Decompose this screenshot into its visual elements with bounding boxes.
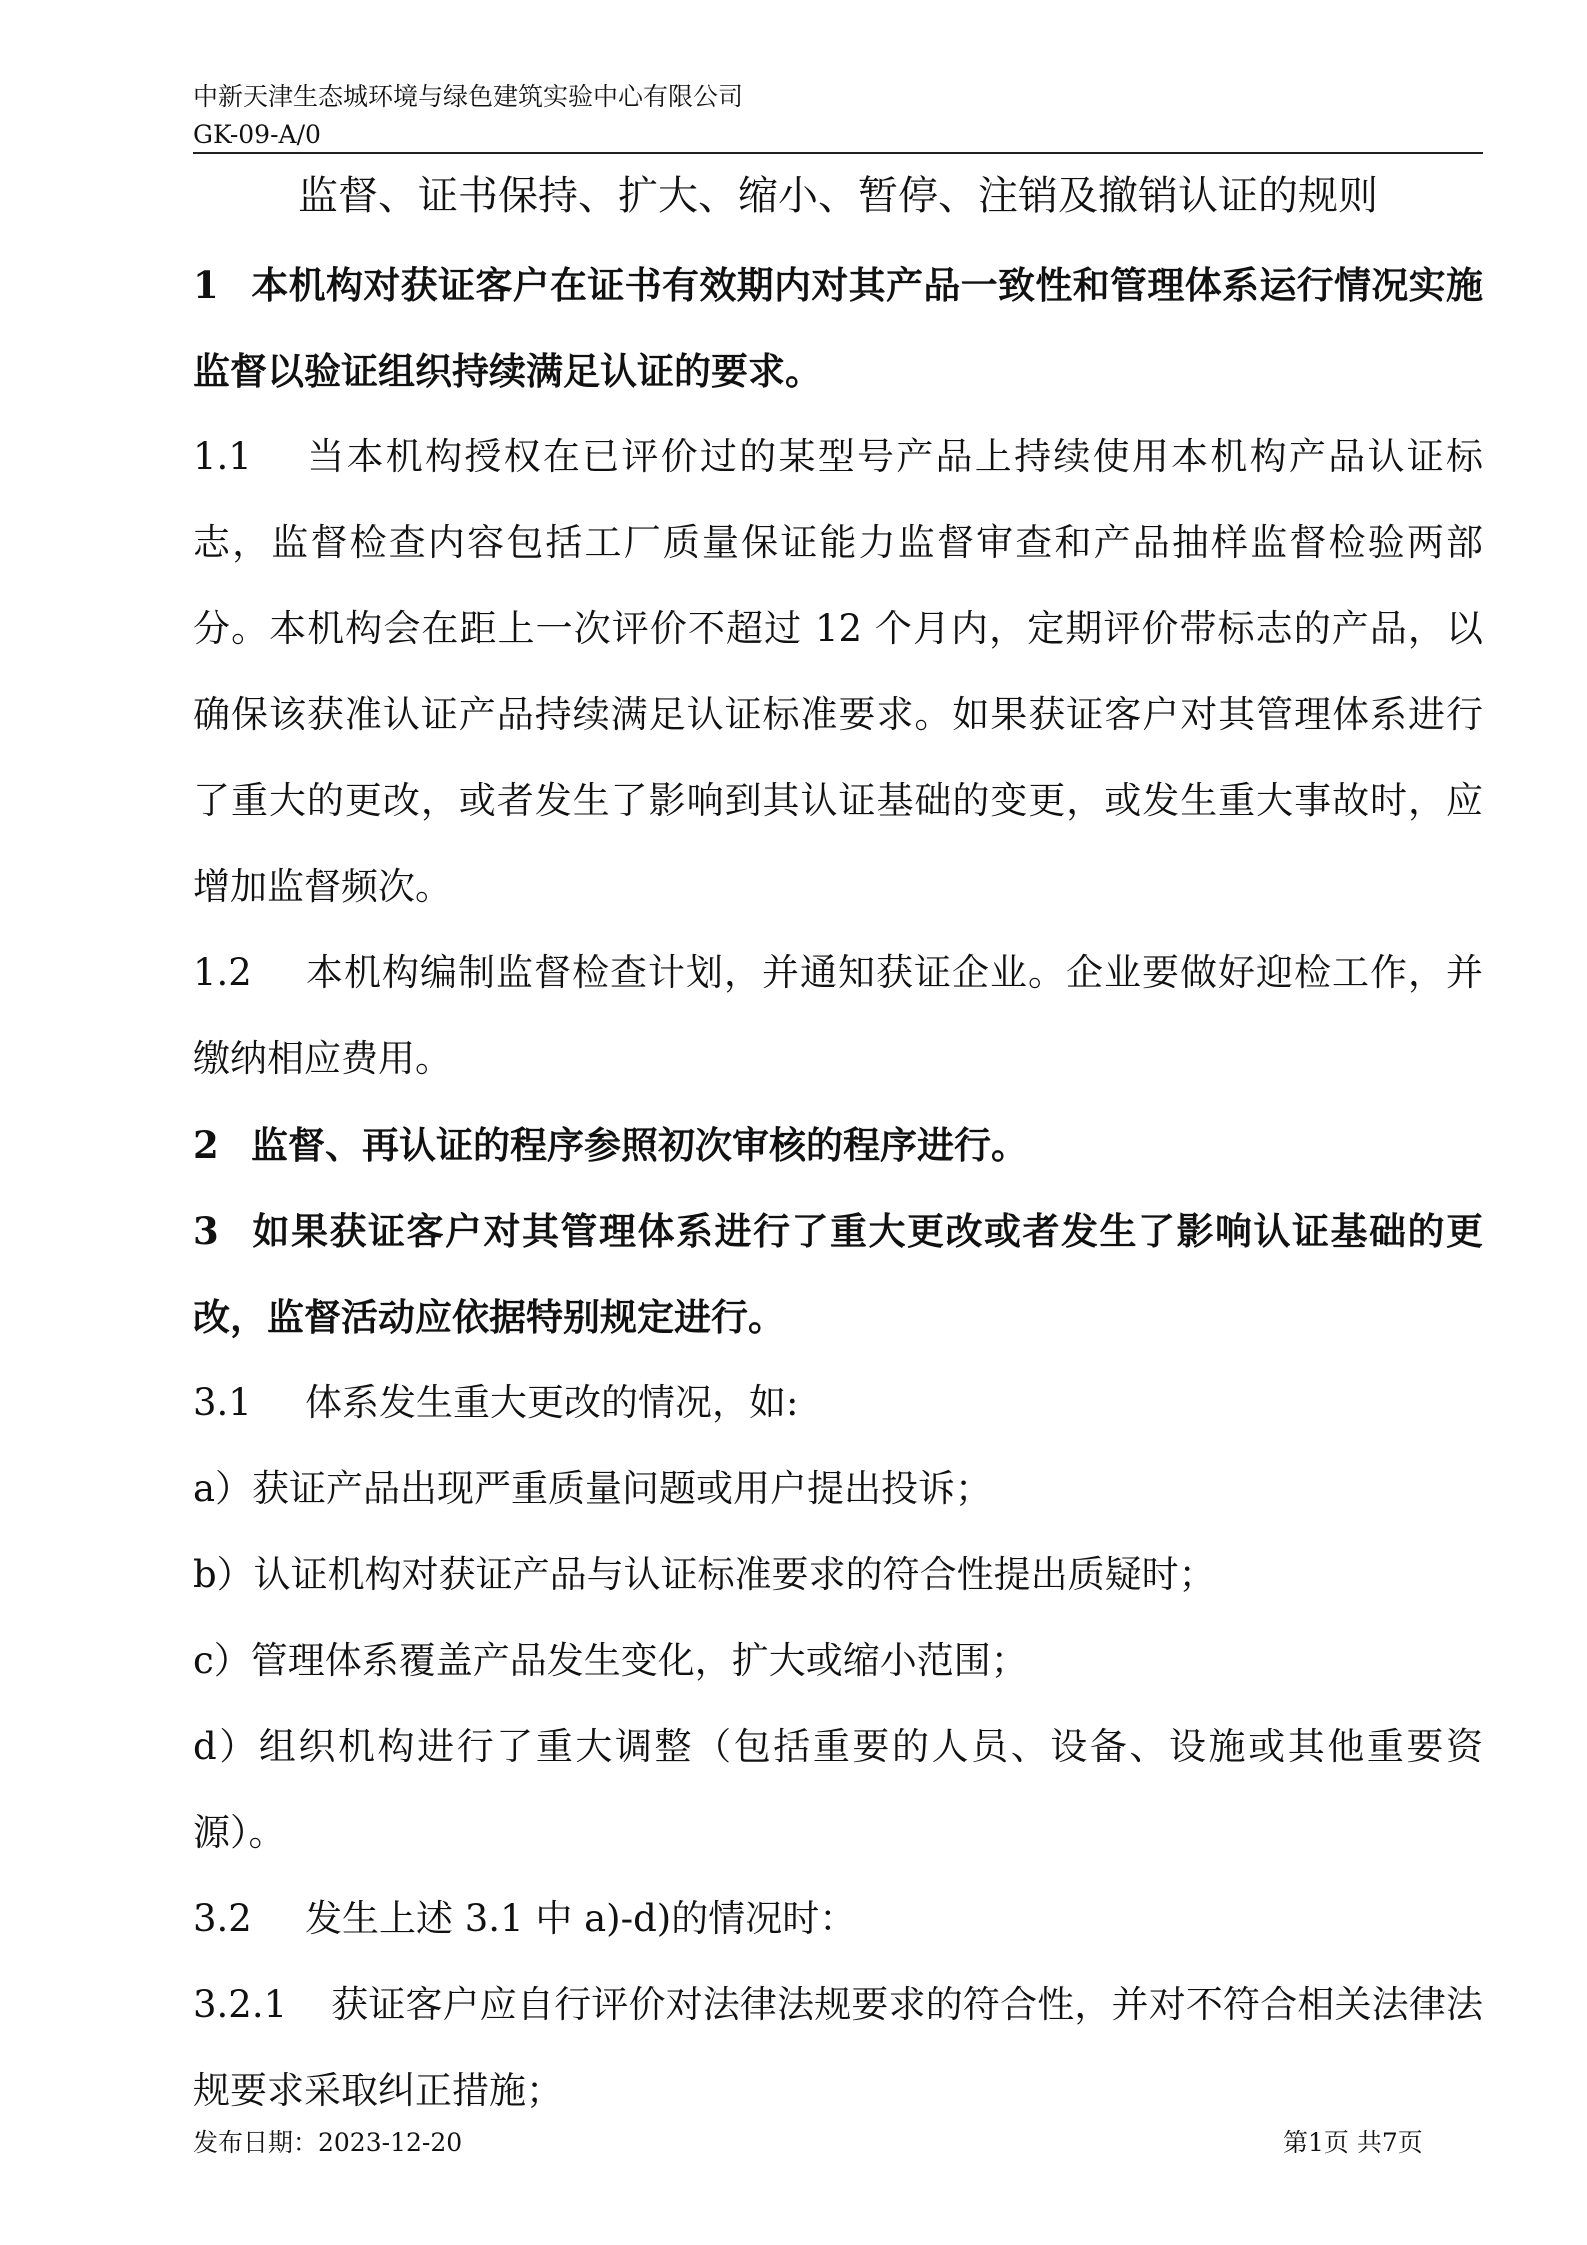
paragraph-2 (193, 1102, 1483, 1188)
paragraph-1-2 (193, 930, 1483, 1102)
section-number: 3.2.1 (193, 1983, 288, 2026)
paragraph-text: 本机构编制监督检查计划，并通知获证企业。企业要做好迎检工作，并缴纳相应费用。 (193, 951, 1483, 1080)
paragraph-3-2-1 (193, 1962, 1483, 2134)
issue-date: 发布日期：2023-12-20 (193, 2128, 463, 2157)
list-item-b: b）认证机构对获证产品与认证标准要求的符合性提出质疑时； (193, 1553, 1216, 1596)
section-number: 1 (193, 263, 219, 307)
paragraph-text: 发生上述 3.1 中 a)-d)的情况时： (305, 1897, 857, 1940)
section-number: 2 (193, 1123, 219, 1167)
document-header (193, 78, 1483, 154)
list-item-c: c）管理体系覆盖产品发生变化，扩大或缩小范围； (193, 1639, 1028, 1682)
paragraph-3-1 (193, 1360, 1483, 1446)
paragraph-3-2 (193, 1876, 1483, 1962)
list-item-a: a）获证产品出现严重质量问题或用户提出投诉； (193, 1467, 993, 1510)
section-number: 1.1 (193, 435, 252, 478)
document-code: GK-09-A/0 (193, 120, 321, 149)
page-number: 第1页 共7页 (1283, 2128, 1423, 2157)
company-name: 中新天津生态城环境与绿色建筑实验中心有限公司 (193, 82, 744, 111)
section-number: 1.2 (193, 951, 252, 994)
header-divider (193, 152, 1483, 154)
paragraph-text: 获证客户应自行评价对法律法规要求的符合性，并对不符合相关法律法规要求采取纠正措施； (193, 1983, 1483, 2112)
document-body (193, 242, 1483, 2134)
paragraph-1 (193, 242, 1483, 414)
section-number: 3.1 (193, 1381, 252, 1424)
paragraph-text: 体系发生重大更改的情况，如: (305, 1381, 799, 1424)
section-number: 3 (193, 1209, 219, 1253)
section-number: 3.2 (193, 1897, 252, 1940)
paragraph-text: 当本机构授权在已评价过的某型号产品上持续使用本机构产品认证标志，监督检查内容包括工厂质量保证能力监督审查和产品抽样监督检验两部分。本机构会在距上一次评价不超过 12 个月内，定期评价带标志的产品，以确保该获准认证产品持续满足认证标准要求。如果获证客户对其管理体系进行了重大的更改，或者发生了影响到其认证基础的变更，或发生重大事故时，应增加监督频次。 (193, 435, 1483, 908)
paragraph-3 (193, 1188, 1483, 1360)
document-title: 监督、证书保持、扩大、缩小、暂停、注销及撤销认证的规则 (298, 173, 1378, 219)
list-item-d: d）组织机构进行了重大调整（包括重要的人员、设备、设施或其他重要资源）。 (193, 1725, 1483, 1854)
paragraph-text: 如果获证客户对其管理体系进行了重大更改或者发生了影响认证基础的更改，监督活动应依据特别规定进行。 (193, 1209, 1483, 1339)
paragraph-text: 监督、再认证的程序参照初次审核的程序进行。 (251, 1123, 1028, 1167)
paragraph-1-1 (193, 414, 1483, 930)
paragraph-text: 本机构对获证客户在证书有效期内对其产品一致性和管理体系运行情况实施监督以验证组织持续满足认证的要求。 (193, 263, 1483, 393)
